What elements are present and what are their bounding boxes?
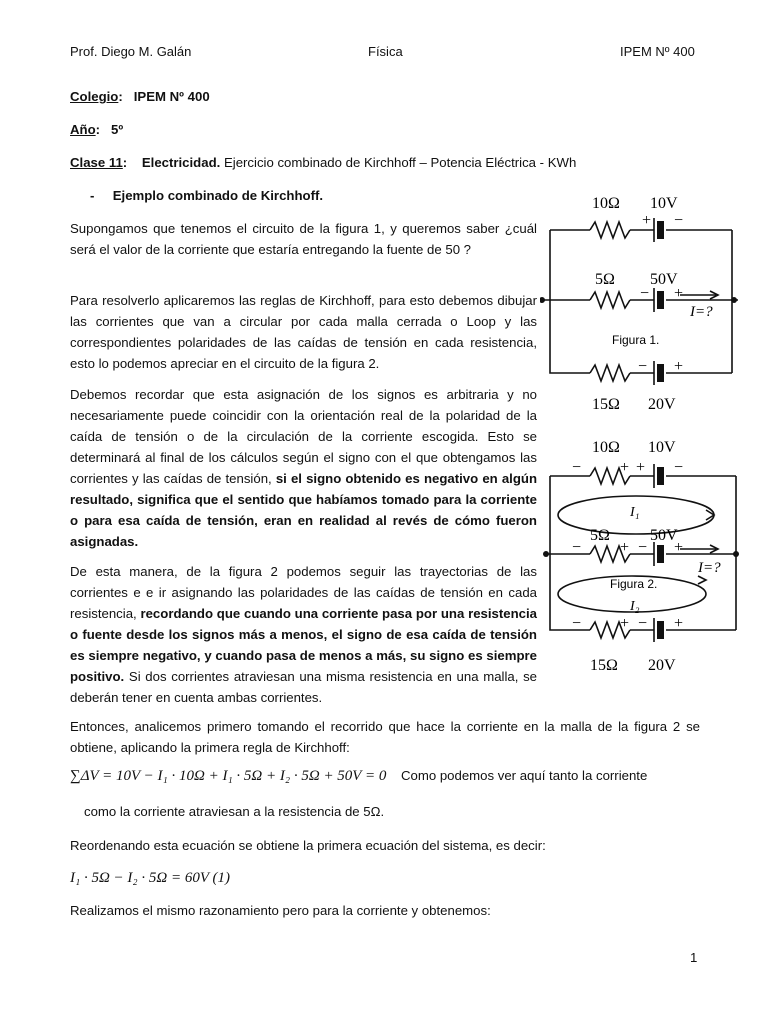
fig2-plus-mid-r: + (620, 539, 630, 556)
colegio-label: Colegio (70, 89, 119, 104)
equation-2-text: I₁ · 5Ω − I₂ · 5Ω = 60V (1) (70, 870, 230, 886)
fig1-plus-mid: + (674, 285, 684, 302)
fig2-plus-top-v: + (636, 459, 646, 476)
fig1-v-mid: 50V (650, 271, 678, 288)
section-title (90, 188, 323, 203)
paragraph-3 (70, 384, 537, 552)
paragraph-8: Realizamos el mismo razonamiento pero para la corriente y obtenemos: (70, 903, 491, 918)
fig2-v-top: 10V (648, 439, 676, 456)
fig1-r-top: 10Ω (592, 195, 620, 212)
paragraph-2-text: Para resolverlo aplicaremos las reglas de Kirchhoff, para esto debemos dibujar las corrientes que van a circular por cada malla cerrada o Loop y las correspondientes polaridades de las caídas de tensión en cada resistencia, esto lo podemos apreciar en el circuito de la figura 2. (70, 293, 537, 371)
fig2-r-top: 10Ω (592, 439, 620, 456)
fig2-r-mid: 5Ω (590, 527, 610, 544)
fig2-r-bot: 15Ω (590, 657, 618, 674)
fig2-plus-mid-v: + (674, 539, 684, 556)
paragraph-4-text: De esta manera, de la figura 2 podemos seguir las trayectorias de las corrientes e e ir asignando las polaridades de las caídas de tensión en cada resistencia, (70, 564, 537, 621)
header-author: Prof. Diego M. Galán (70, 44, 192, 59)
fig1-plus-top: + (642, 212, 652, 229)
paragraph-3-text: Debemos recordar que esta asignación de los signos es arbitraria y no necesariamente puede coincidir con la orientación real de la polaridad de la caída de tensión o de la circulación de la corriente escogida. Esto se determinará al final de los cálculos según el signo con el que obtengamos las corrientes y las caídas de tensión, (70, 387, 537, 486)
paragraph-4-bold: recordando que cuando una corriente pasa por una resistencia o fuente desde los signos más a menos, el signo de esa caída de tensión es siempre negativo, y cuando pasa de menos a más, su signo es siempre positivo. (70, 606, 537, 684)
header-school: IPEM Nº 400 (620, 44, 695, 59)
fig2-minus-mid-v: − (638, 539, 648, 556)
fig2-v-bot: 20V (648, 657, 676, 674)
equation-1: ∑ΔV = 10V − I₁ · 10Ω + I₁ · 5Ω + I₂ · 5Ω + 50V = 0 (70, 768, 387, 784)
equation-2 (70, 870, 230, 887)
fig2-minus-bot-v: − (638, 615, 648, 632)
section-bullet: - (90, 188, 95, 203)
clase-topic: Electricidad. (141, 155, 221, 170)
anio-label: Año (70, 122, 96, 137)
paragraph-7: Reordenando esta ecuación se obtiene la primera ecuación del sistema, es decir: (70, 838, 546, 853)
fig2-v-mid: 50V (650, 527, 678, 544)
figure-1-circuit (540, 188, 740, 418)
paragraph-4-tail: Si dos corrientes atraviesan una misma resistencia en una malla, se deberán tener en cuenta ambas corrientes. (70, 669, 538, 705)
page-number: 1 (690, 950, 698, 965)
paragraph-1-text: Supongamos que tenemos el circuito de la figura 1, y queremos saber ¿cuál será el valor de la corriente que estaría entregando la fuente de 50 ? (70, 221, 537, 257)
fig2-i1: I₁ (630, 505, 640, 520)
fig1-plus-bot: + (674, 358, 684, 375)
clase-label: Clase 11 (70, 155, 123, 170)
equation-1-line (70, 768, 647, 785)
fig2-i2: I₂ (630, 599, 640, 614)
figure-2-circuit (540, 430, 740, 680)
equation-1-comment: Como podemos ver aquí tanto la corriente (400, 768, 648, 783)
fig1-v-bot: 20V (648, 396, 676, 413)
paragraph-5 (70, 716, 700, 758)
fig2-minus-bot-r: − (572, 615, 582, 632)
fig2-plus-bot-r: + (620, 615, 630, 632)
anio-line: Año: 5º (70, 122, 124, 137)
paragraph-4 (70, 561, 537, 708)
clase-line: Clase 11: Electricidad. Ejercicio combinado de Kirchhoff – Potencia Eléctrica - KWh (70, 155, 577, 170)
fig1-minus-mid: − (640, 285, 650, 302)
header-subject: Física (368, 44, 403, 59)
fig1-v-top: 10V (650, 195, 678, 212)
fig1-minus-top: − (674, 212, 684, 229)
fig1-current: I=? (690, 304, 713, 320)
colegio-value: IPEM Nº 400 (133, 89, 210, 104)
fig2-minus-top-v: − (674, 459, 684, 476)
fig2-current: I=? (698, 560, 721, 576)
section-title-text: Ejemplo combinado de Kirchhoff. (112, 188, 324, 203)
paragraph-6: como la corriente atraviesan a la resistencia de 5Ω. (84, 804, 385, 819)
fig2-plus-bot-v: + (674, 615, 684, 632)
fig1-minus-bot: − (638, 358, 648, 375)
fig2-minus-top-r: − (572, 459, 582, 476)
fig1-caption: Figura 1. (612, 333, 660, 347)
paragraph-1 (70, 218, 537, 260)
anio-value: 5º (111, 122, 124, 137)
fig2-minus-mid-r: − (572, 539, 582, 556)
paragraph-3-bold: si el signo obtenido es negativo en algún resultado, significa que el sentido que habíamos tomado para la corriente o para esa caída de tensión, eran en realidad al revés de cómo fueron asignadas. (70, 471, 537, 549)
paragraph-2 (70, 290, 537, 374)
fig1-r-bot: 15Ω (592, 396, 620, 413)
paragraph-5-text: Entonces, analicemos primero tomando el recorrido que hace la corriente en la malla de la figura 2 se obtiene, aplicando la primera regla de Kirchhoff: (70, 719, 700, 755)
colegio-line: Colegio: IPEM Nº 400 (70, 89, 210, 104)
fig2-plus-top-r: + (620, 459, 630, 476)
fig1-r-mid: 5Ω (595, 271, 615, 288)
fig2-caption: Figura 2. (610, 577, 658, 591)
clase-desc: Ejercicio combinado de Kirchhoff – Potencia Eléctrica - KWh (223, 155, 577, 170)
